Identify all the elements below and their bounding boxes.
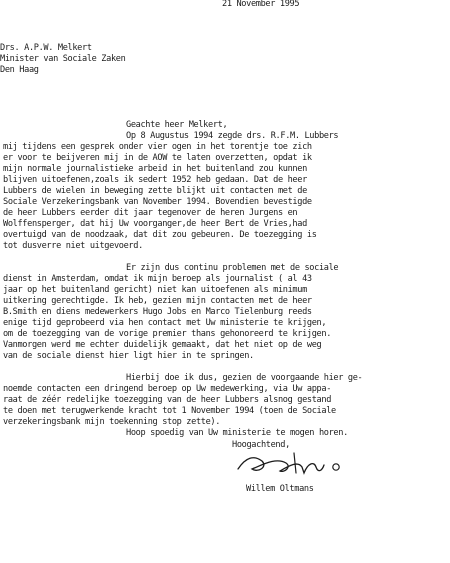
body-line: mijn normale journalistieke arbeid in het buitenland zou kunnen bbox=[3, 164, 307, 174]
body-line: Op 8 Augustus 1994 zegde drs. R.F.M. Lubbers bbox=[126, 131, 339, 141]
body-line: tot dusverre niet uitgevoerd. bbox=[3, 241, 143, 251]
recipient-city: Den Haag bbox=[0, 65, 39, 75]
body-line: Sociale Verzekeringsbank van November 1994. Bovendien bevestigde bbox=[3, 197, 312, 207]
recipient-name: Drs. A.P.W. Melkert bbox=[0, 43, 92, 53]
letter-date: 21 November 1995 bbox=[222, 0, 300, 9]
body-line: blijven uitoefenen,zoals ik sedert 1952 heb gedaan. Dat de heer bbox=[3, 175, 307, 185]
body-line: uitkering gerechtigde. Ik heb, gezien mijn contacten met de heer bbox=[3, 296, 312, 306]
signature-name: Willem Oltmans bbox=[246, 484, 314, 494]
body-line: er voor te beijveren mij in de AOW te laten overzetten, opdat ik bbox=[3, 153, 312, 163]
body-line: Hoop spoedig van Uw ministerie te mogen horen. bbox=[126, 428, 348, 438]
body-line: enige tijd geprobeerd via hen contact met Uw ministerie te krijgen, bbox=[3, 318, 327, 328]
body-line: jaar op het buitenland gericht) niet kan uitoefenen als minimum bbox=[3, 285, 307, 295]
body-line: dienst in Amsterdam, omdat ik mijn beroep als journalist ( al 43 bbox=[3, 274, 312, 284]
body-line: van de sociale dienst hier ligt hier in te springen. bbox=[3, 351, 254, 361]
body-line: Vanmorgen werd me echter duidelijk gemaakt, dat het niet op de weg bbox=[3, 340, 322, 350]
body-line: noemde contacten een dringend beroep op Uw medewerking, via Uw appa- bbox=[3, 384, 332, 394]
body-line: de heer Lubbers eerder dit jaar tegenover de heren Jurgens en bbox=[3, 208, 298, 218]
body-line: Lubbers de wielen in beweging zette blijkt uit contacten met de bbox=[3, 186, 307, 196]
body-line: overtuigd van de noodzaak, dat dit zou gebeuren. De toezegging is bbox=[3, 230, 317, 240]
body-line: mij tijdens een gesprek onder vier ogen in het torentje toe zich bbox=[3, 142, 312, 152]
body-line: Hierbij doe ik dus, gezien de voorgaande hier ge- bbox=[126, 373, 363, 383]
body-line: raat de zéér redelijke toezegging van de heer Lubbers alsnog gestand bbox=[3, 395, 332, 405]
body-line: om de toezegging van de vorige premier thans gehonoreerd te krijgen. bbox=[3, 329, 332, 339]
body-line: Er zijn dus continu problemen met de sociale bbox=[126, 263, 339, 273]
salutation: Geachte heer Melkert, bbox=[126, 120, 228, 130]
body-line: te doen met terugwerkende kracht tot 1 November 1994 (toen de Sociale bbox=[3, 406, 336, 416]
body-line: Wolffensperger, dat hij Uw voorganger,de heer Bert de Vries,had bbox=[3, 219, 307, 229]
body-line: B.Smith en diens medewerkers Hugo Jobs en Marco Tielenburg reeds bbox=[3, 307, 312, 317]
recipient-title: Minister van Sociale Zaken bbox=[0, 54, 126, 64]
handwritten-signature bbox=[232, 447, 352, 481]
body-line: verzekeringsbank mijn toekenning stop zette). bbox=[3, 417, 221, 427]
closing: Hoogachtend, bbox=[232, 440, 290, 450]
